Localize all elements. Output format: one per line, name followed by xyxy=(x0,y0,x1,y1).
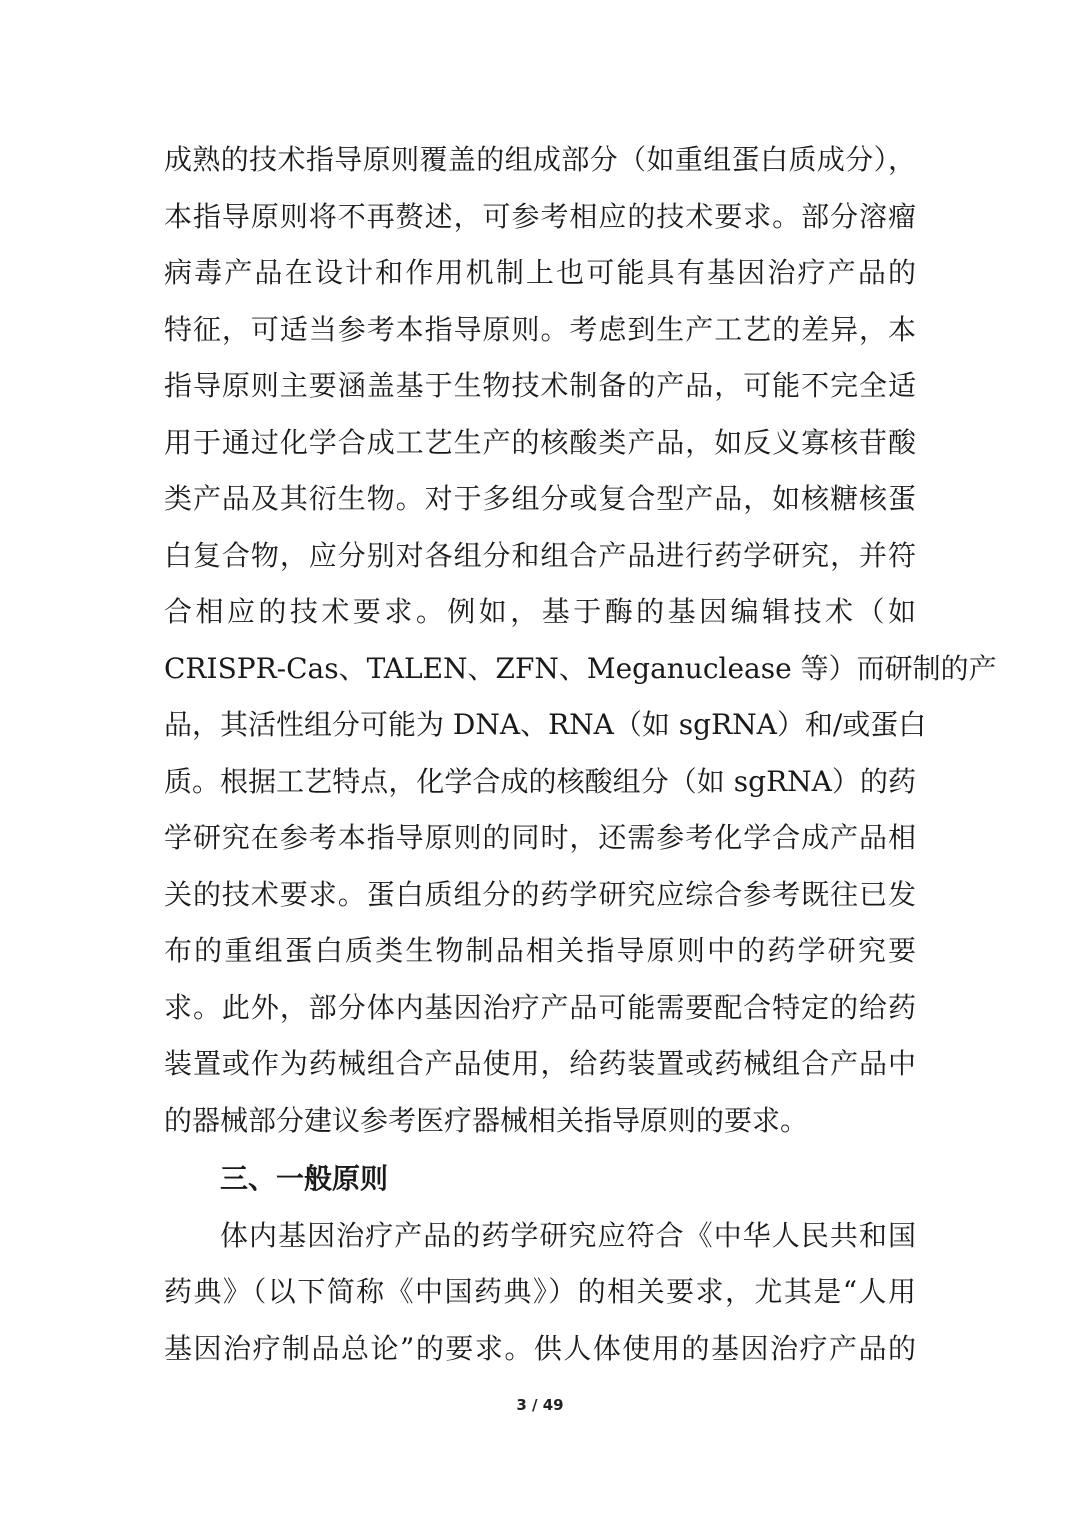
section-heading: 三、一般原则 xyxy=(220,1162,389,1195)
text-line: 学研究在参考本指导原则的同时，还需参考化学合成产品相 xyxy=(164,821,916,854)
text-line: 装置或作为药械组合产品使用，给药装置或药械组合产品中 xyxy=(164,1047,916,1080)
text-line: 白复合物，应分别对各组分和组合产品进行药学研究，并符 xyxy=(164,539,916,572)
text-line: 体内基因治疗产品的药学研究应符合《中华人民共和国 xyxy=(220,1219,916,1252)
text-line: 用于通过化学合成工艺生产的核酸类产品，如反义寡核苷酸 xyxy=(164,426,916,459)
text-line: 指导原则主要涵盖基于生物技术制备的产品，可能不完全适 xyxy=(164,369,916,402)
text-line: 的器械部分建议参考医疗器械相关指导原则的要求。 xyxy=(164,1104,809,1137)
text-line: 特征，可适当参考本指导原则。考虑到生产工艺的差异，本 xyxy=(164,313,916,346)
text-line: CRISPR-Cas、TALEN、ZFN、Meganuclease 等）而研制的产 xyxy=(164,652,997,685)
text-line: 本指导原则将不再赘述，可参考相应的技术要求。部分溶瘤 xyxy=(164,200,916,233)
text-line: 关的技术要求。蛋白质组分的药学研究应综合参考既往已发 xyxy=(164,878,916,911)
text-line: 基因治疗制品总论”的要求。供人体使用的基因治疗产品的 xyxy=(164,1332,916,1365)
text-line: 类产品及其衍生物。对于多组分或复合型产品，如核糖核蛋 xyxy=(164,482,916,515)
page-number: 3 / 49 xyxy=(516,1396,564,1414)
text-line: 病毒产品在设计和作用机制上也可能具有基因治疗产品的 xyxy=(164,256,916,289)
text-line: 药典》（以下简称《中国药典》）的相关要求，尤其是“人用 xyxy=(164,1275,916,1308)
text-line: 品，其活性组分可能为 DNA、RNA（如 sgRNA）和/或蛋白 xyxy=(164,708,927,741)
text-line: 求。此外，部分体内基因治疗产品可能需要配合特定的给药 xyxy=(164,991,916,1024)
text-line: 合相应的技术要求。例如，基于酶的基因编辑技术（如 xyxy=(164,595,916,628)
text-line: 布的重组蛋白质类生物制品相关指导原则中的药学研究要 xyxy=(164,934,916,967)
text-line: 质。根据工艺特点，化学合成的核酸组分（如 sgRNA）的药 xyxy=(164,765,916,798)
text-line: 成熟的技术指导原则覆盖的组成部分（如重组蛋白质成分）， xyxy=(164,143,916,176)
